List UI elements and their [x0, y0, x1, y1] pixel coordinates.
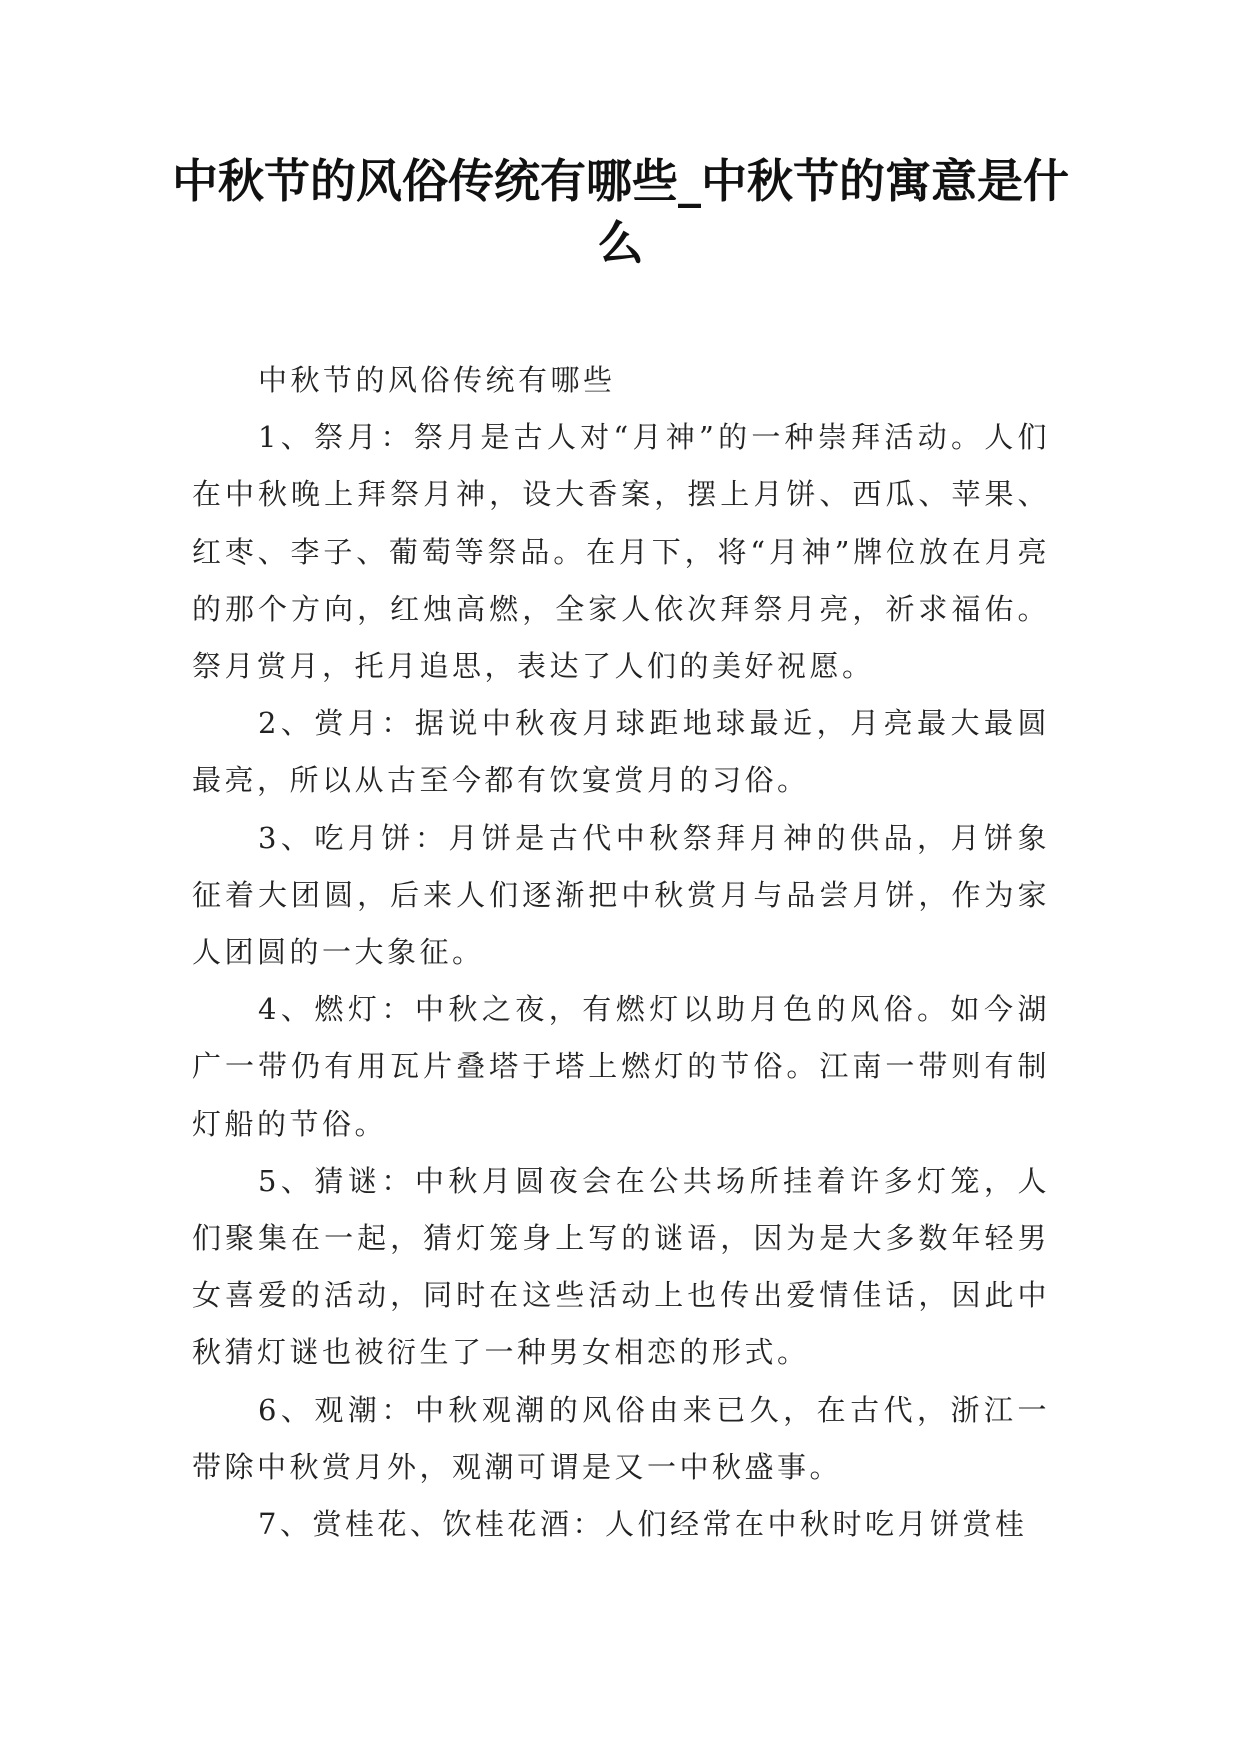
paragraph-4-lanterns: 4、燃灯：中秋之夜，有燃灯以助月色的风俗。如今湖广一带仍有用瓦片叠塔于塔上燃灯的节俗。江南一带则有制灯船的节俗。	[192, 992, 1050, 1141]
paragraph-1-worship-moon: 1、祭月：祭月是古人对“月神”的一种崇拜活动。人们在中秋晚上拜祭月神，设大香案，摆上月饼、西瓜、苹果、红枣、李子、葡萄等祭品。在月下，将“月神”牌位放在月亮的那个方向，红烛高燃，全家人依次拜祭月亮，祈求福佑。祭月赏月，托月追思，表达了人们的美好祝愿。	[192, 420, 1050, 684]
document-title: 中秋节的风俗传统有哪些_中秋节的寓意是什么	[172, 154, 1069, 270]
paragraph-3-mooncakes: 3、吃月饼：月饼是古代中秋祭拜月神的供品，月饼象征着大团圆，后来人们逐渐把中秋赏月与品尝月饼，作为家人团圆的一大象征。	[192, 820, 1050, 970]
document-body	[192, 352, 1050, 1553]
paragraph-7-osmanthus: 7、赏桂花、饮桂花酒：人们经常在中秋时吃月饼赏桂	[258, 1507, 1028, 1542]
paragraph-2-moon-viewing: 2、赏月：据说中秋夜月球距地球最近，月亮最大最圆最亮，所以从古至今都有饮宴赏月的习俗。	[192, 706, 1050, 798]
paragraph-6-tide-watching: 6、观潮：中秋观潮的风俗由来已久，在古代，浙江一带除中秋赏月外，观潮可谓是又一中秋盛事。	[192, 1392, 1050, 1484]
paragraph-5-riddles: 5、猜谜：中秋月圆夜会在公共场所挂着许多灯笼，人们聚集在一起，猜灯笼身上写的谜语，因为是大多数年轻男女喜爱的活动，同时在这些活动上也传出爱情佳话，因此中秋猜灯谜也被衍生了一种男女相恋的形式。	[192, 1163, 1050, 1370]
section-heading: 中秋节的风俗传统有哪些	[258, 363, 616, 397]
